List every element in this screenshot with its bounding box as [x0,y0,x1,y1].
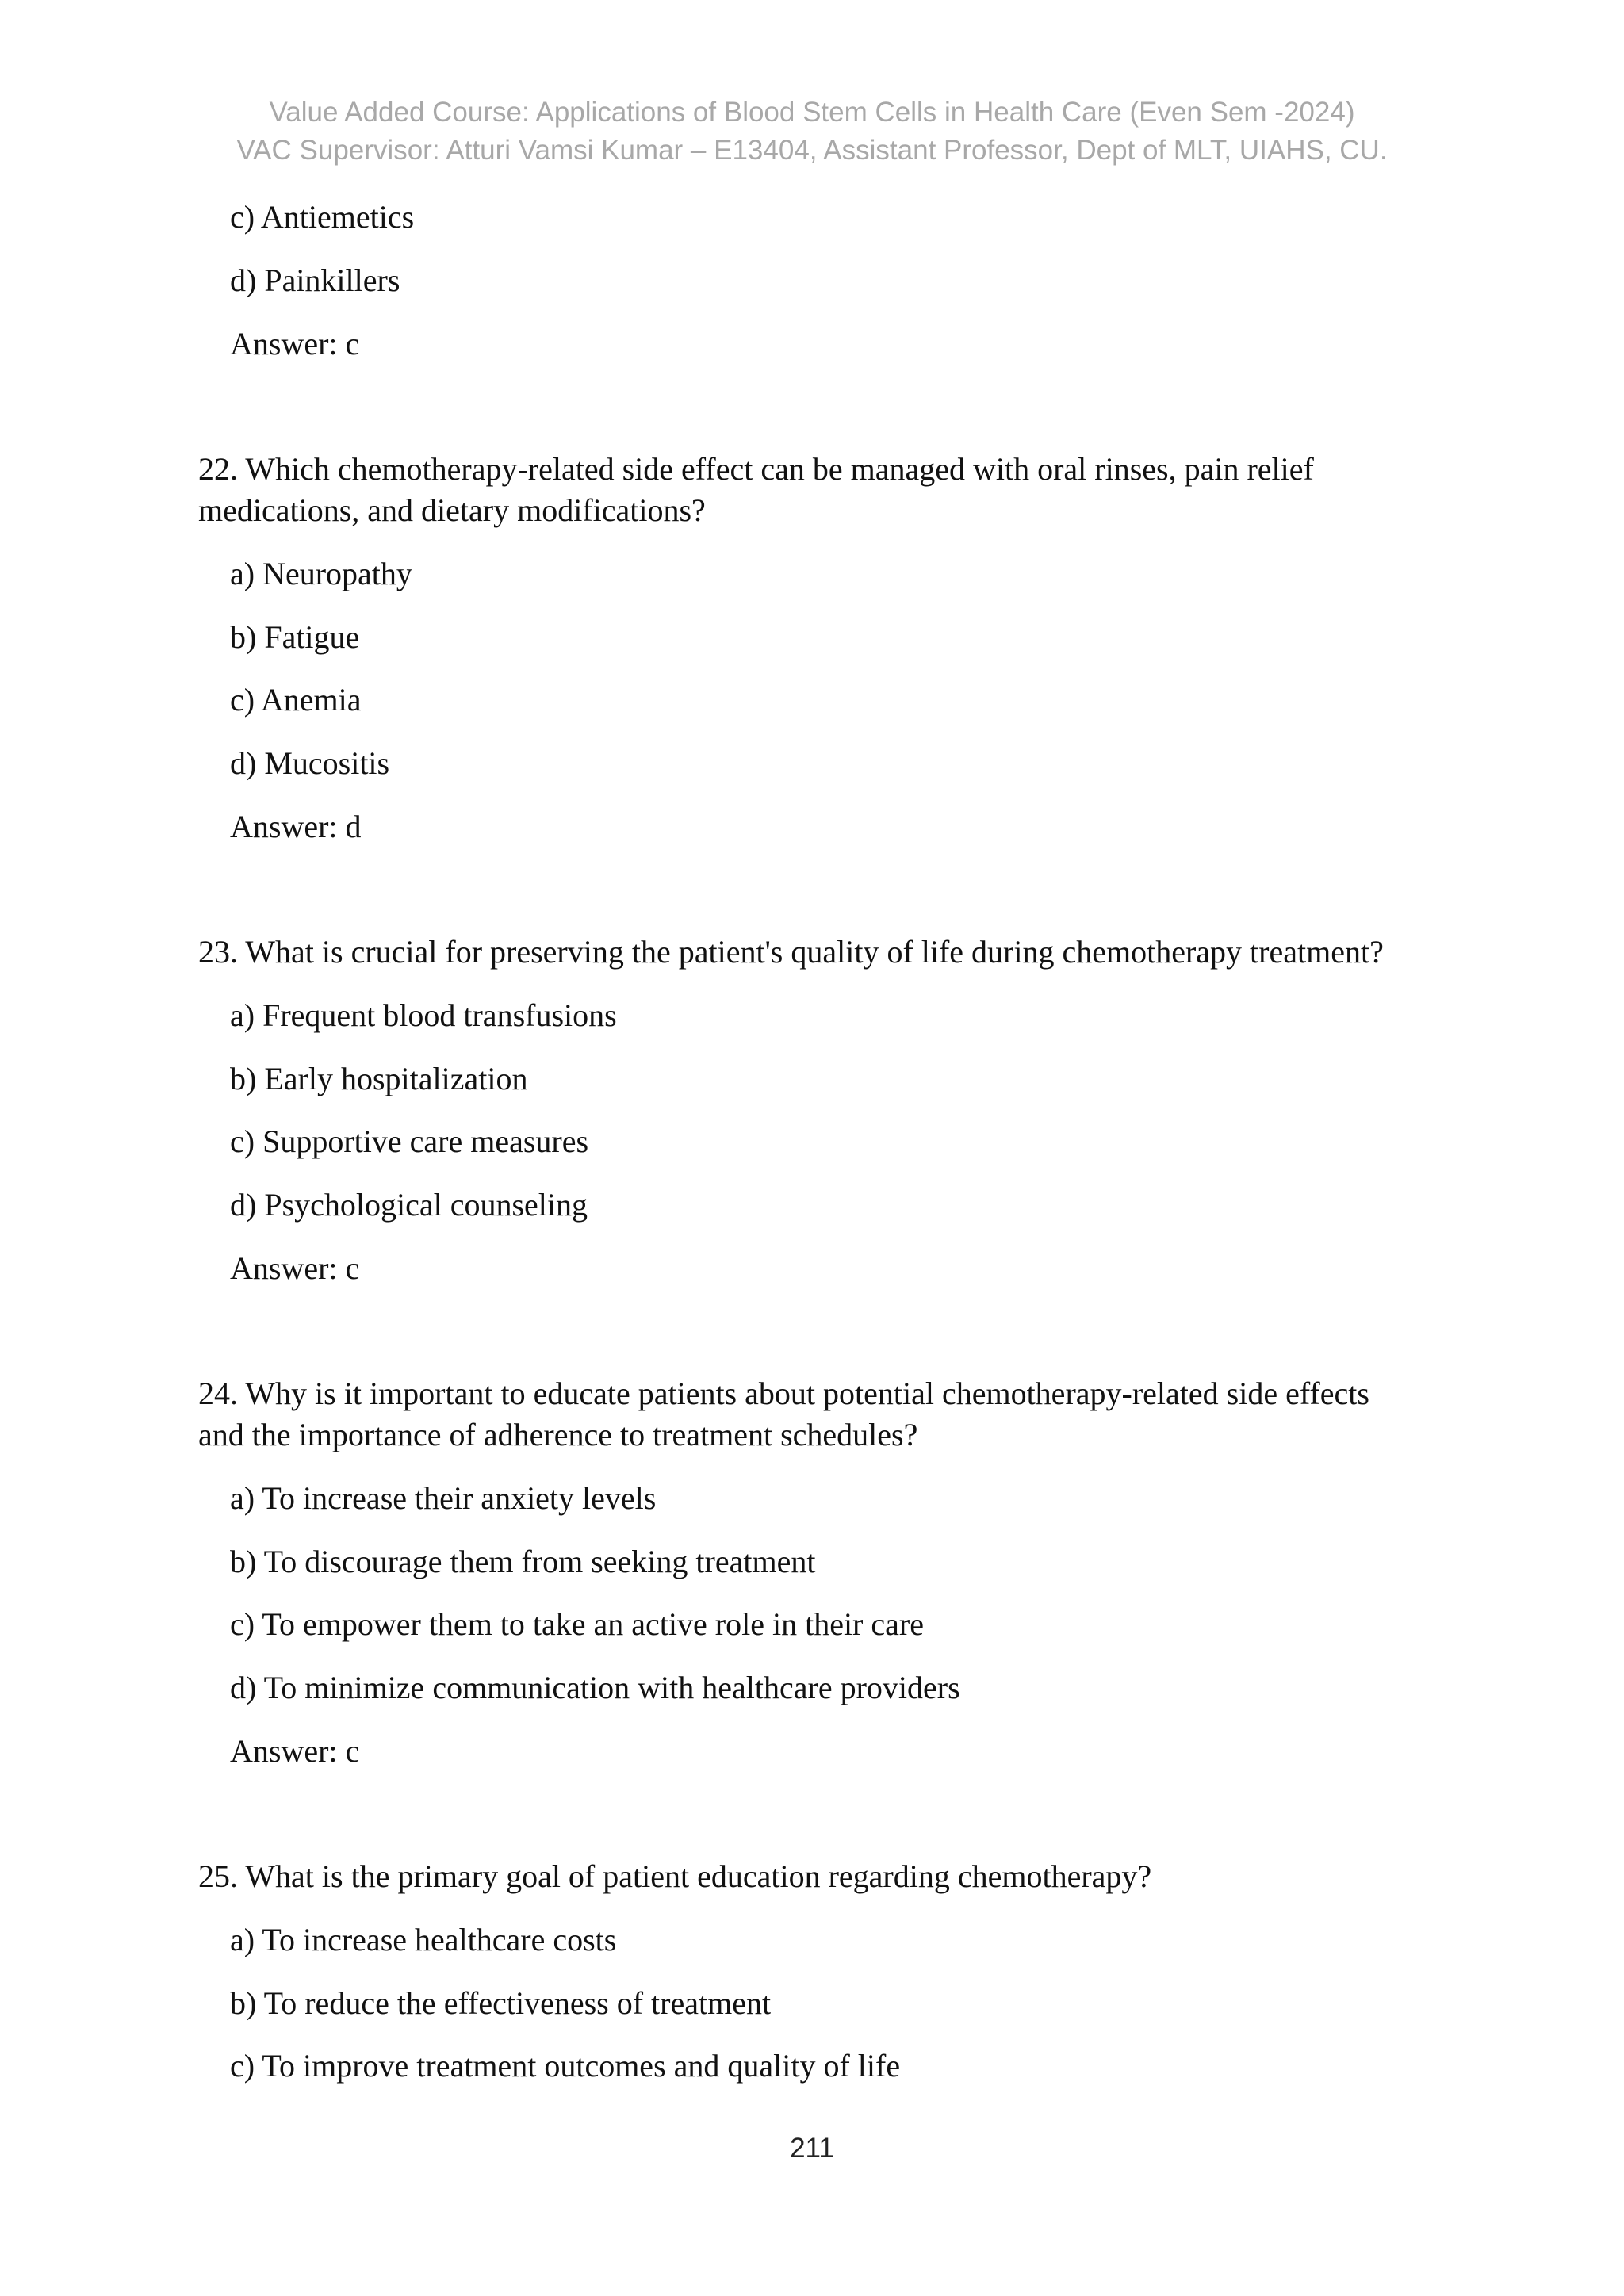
option-item: b) Early hospitalization [230,1061,528,1096]
option-item: b) To reduce the effectiveness of treatment [230,1985,772,2021]
answer-line: Answer: c [230,326,360,362]
header-supervisor: VAC Supervisor: Atturi Vamsi Kumar – E13404, Assistant Professor, Dept of MLT, UIAHS, CU. [236,135,1388,166]
header-course-title: Value Added Course: Applications of Blood Stem Cells in Health Care (Even Sem -2024) [269,97,1355,128]
answer-line: Answer: d [230,809,362,844]
option-item: d) To minimize communication with healthcare providers [230,1670,960,1705]
option-item: d) Painkillers [230,262,400,298]
option-item: b) Fatigue [230,619,360,655]
option-item: c) To improve treatment outcomes and quality of life [230,2048,901,2084]
option-item: c) Anemia [230,682,362,718]
option-item: a) Neuropathy [230,556,412,591]
answer-line: Answer: c [230,1250,360,1286]
option-item: a) To increase healthcare costs [230,1922,617,1957]
option-item: c) Antiemetics [230,199,415,235]
answer-line: Answer: c [230,1733,360,1769]
page-number: 211 [790,2133,834,2164]
question-text: medications, and dietary modifications? [198,492,706,528]
option-item: b) To discourage them from seeking treatment [230,1544,816,1579]
option-item: a) Frequent blood transfusions [230,997,617,1033]
option-item: c) To empower them to take an active role in their care [230,1606,924,1642]
option-item: a) To increase their anxiety levels [230,1480,657,1516]
question-text: 23. What is crucial for preserving the patient's quality of life during chemotherapy treatment? [198,934,1384,970]
page-header [0,94,1624,170]
question-text: and the importance of adherence to treatment schedules? [198,1417,918,1452]
question-text: 22. Which chemotherapy-related side effect can be managed with oral rinses, pain relief [198,451,1314,487]
question-text: 24. Why is it important to educate patients about potential chemotherapy-related side effects [198,1376,1369,1411]
question-text: 25. What is the primary goal of patient education regarding chemotherapy? [198,1858,1152,1894]
option-item: d) Psychological counseling [230,1187,588,1223]
option-item: c) Supportive care measures [230,1123,589,1159]
option-item: d) Mucositis [230,745,390,781]
